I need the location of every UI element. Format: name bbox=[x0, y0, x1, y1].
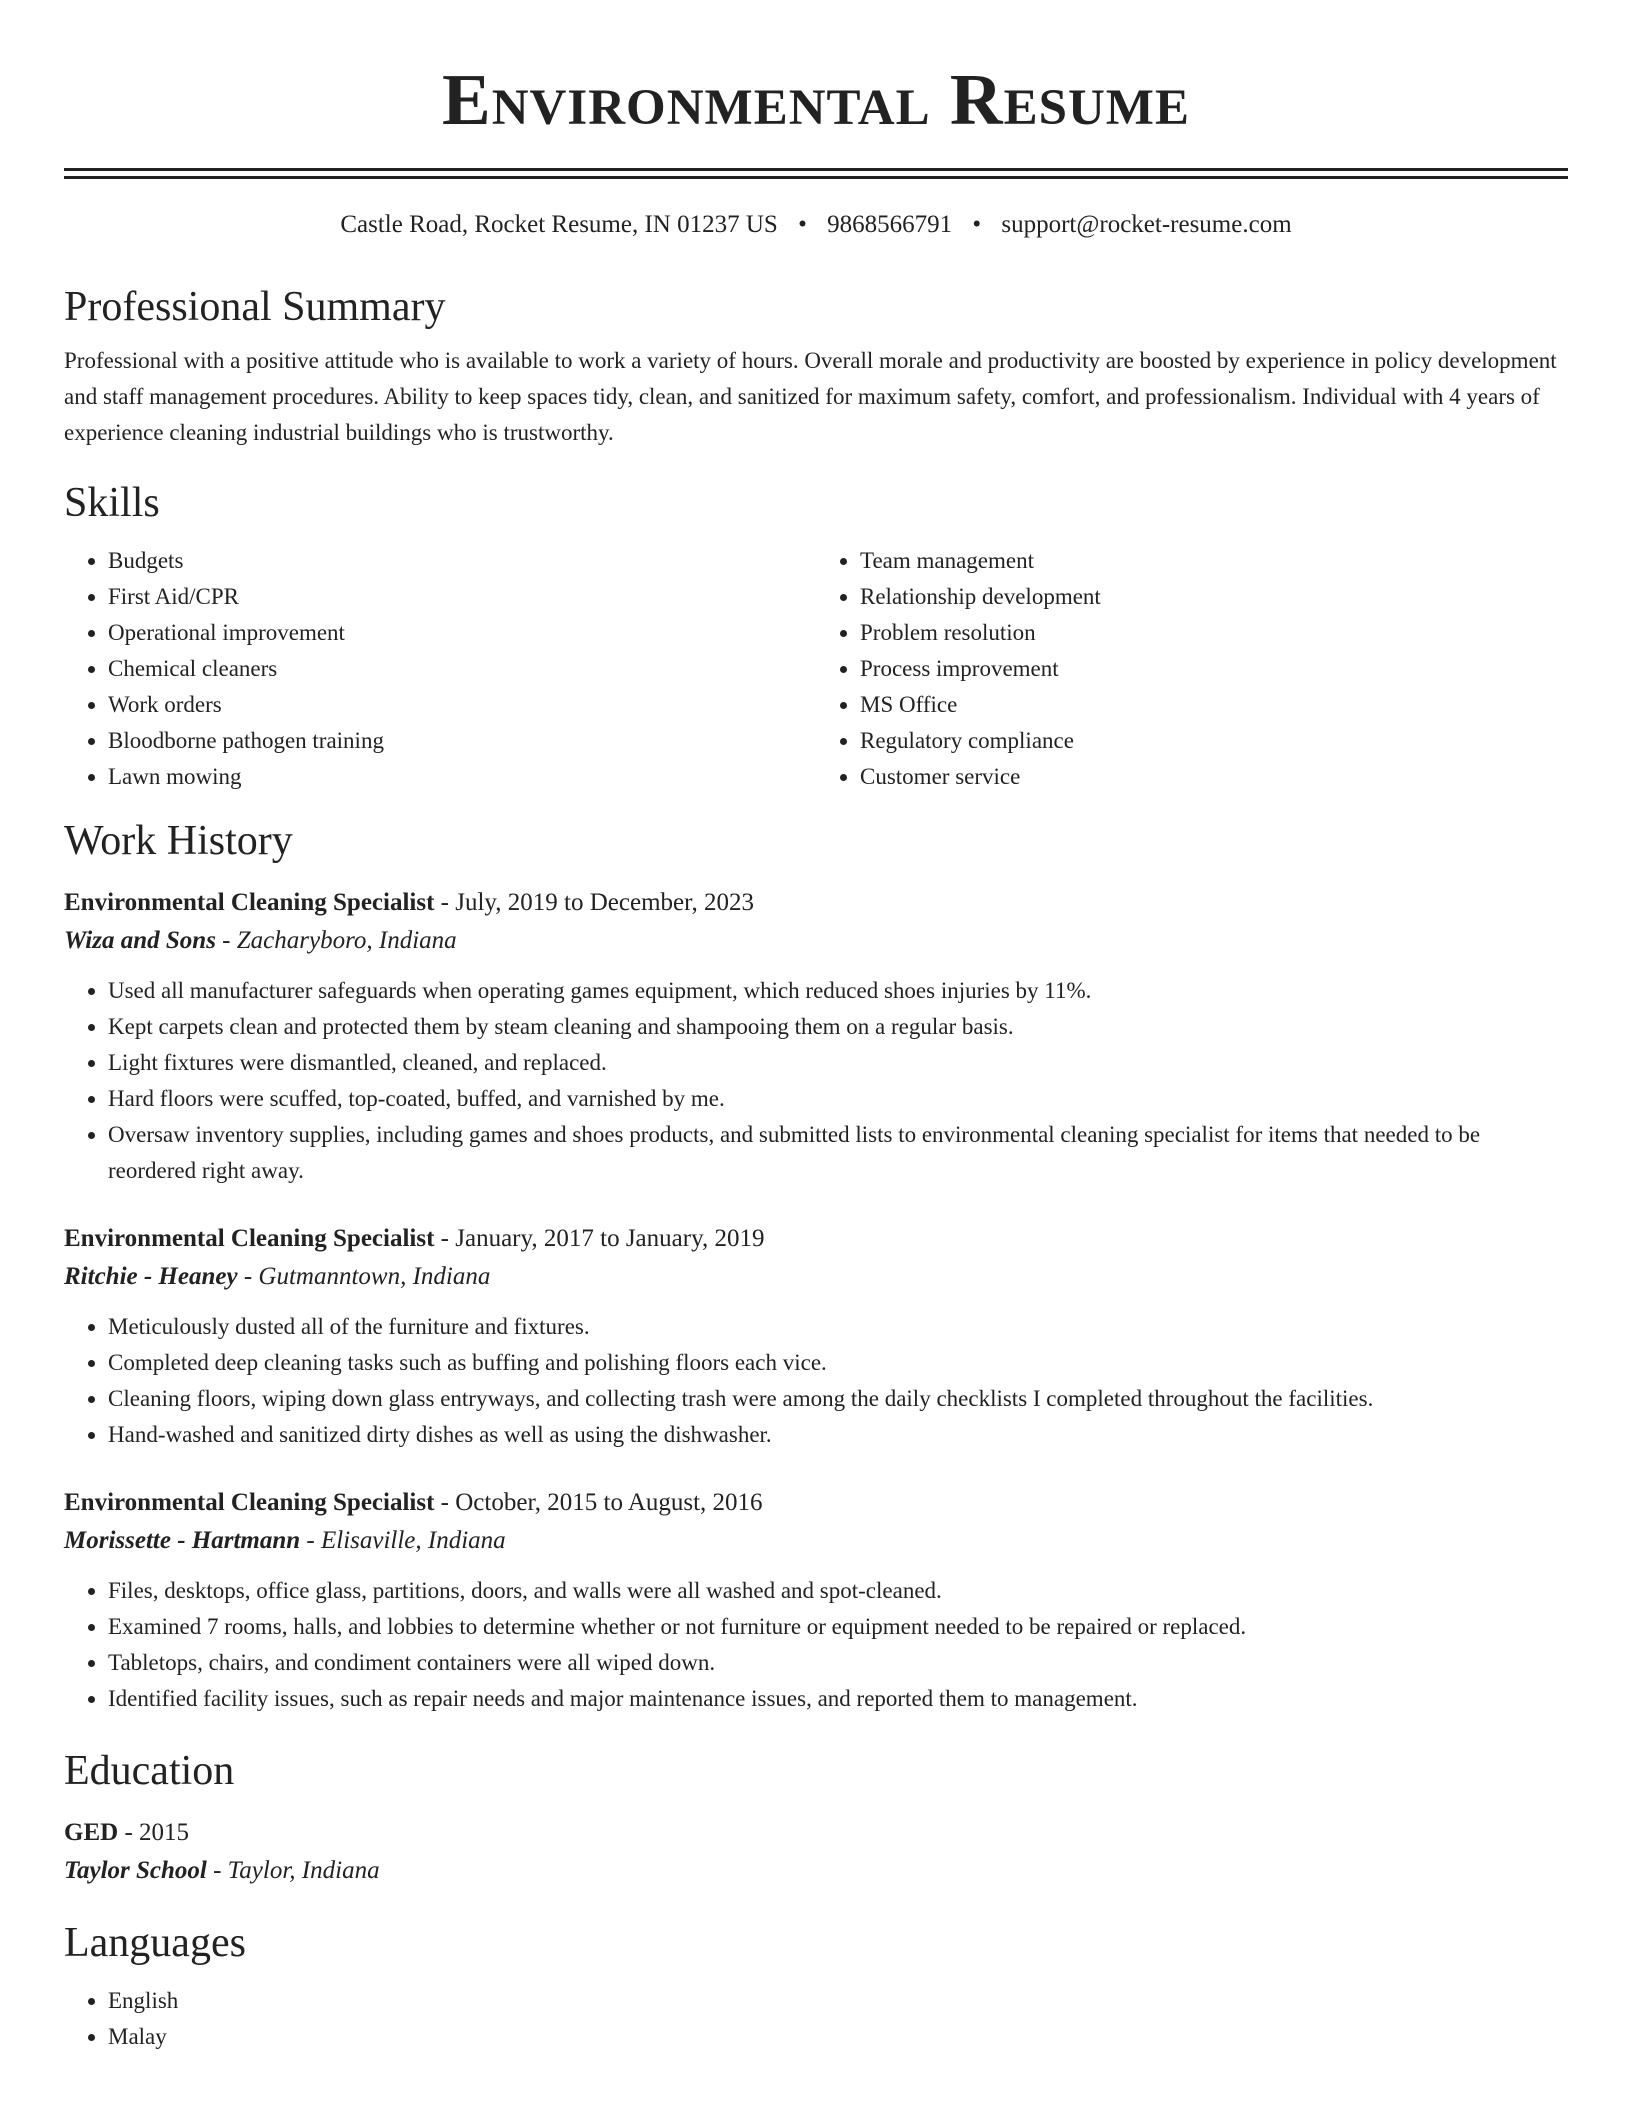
job-duty: • Light fixtures were dismantled, cleaned, and replaced. bbox=[108, 1045, 1568, 1081]
skill-item: • Operational improvement bbox=[108, 615, 816, 651]
job-duty: • Meticulously dusted all of the furniture and fixtures. bbox=[108, 1309, 1568, 1345]
skill-item: • Chemical cleaners bbox=[108, 651, 816, 687]
job-duty: • Used all manufacturer safeguards when operating games equipment, which reduced shoes injuries by 11%. bbox=[108, 973, 1568, 1009]
languages-list bbox=[64, 1983, 1568, 2055]
languages-heading: Languages bbox=[64, 1920, 246, 1966]
skill-item: • Bloodborne pathogen training bbox=[108, 723, 816, 759]
skill-item: • Customer service bbox=[860, 759, 1568, 795]
education-heading: Education bbox=[64, 1748, 235, 1794]
job-employer bbox=[64, 921, 1568, 961]
job-duty: • Files, desktops, office glass, partitions, doors, and walls were all washed and spot-cleaned. bbox=[108, 1573, 1568, 1609]
job-duty: • Hand-washed and sanitized dirty dishes as well as using the dishwasher. bbox=[108, 1417, 1568, 1453]
job-title: Environmental Cleaning Specialist bbox=[64, 1489, 435, 1516]
contact-separator: • bbox=[798, 211, 807, 238]
job-duty: • Cleaning floors, wiping down glass entryways, and collecting trash were among the daily checklists I completed throughout the facilities. bbox=[108, 1381, 1568, 1417]
skills-columns bbox=[64, 543, 1568, 795]
education-location: - Taylor, Indiana bbox=[206, 1857, 380, 1884]
job-duties bbox=[64, 973, 1568, 1189]
contact-address: Castle Road, Rocket Resume, IN 01237 US bbox=[340, 211, 778, 238]
skill-item: • MS Office bbox=[860, 687, 1568, 723]
job-duty: • Examined 7 rooms, halls, and lobbies to determine whether or not furniture or equipment needed to be repaired or replaced. bbox=[108, 1609, 1568, 1645]
job-employer bbox=[64, 1257, 1568, 1297]
contact-email: support@rocket-resume.com bbox=[1001, 211, 1292, 238]
job-location: - Elisaville, Indiana bbox=[300, 1527, 506, 1554]
job-company: Ritchie - Heaney bbox=[64, 1263, 238, 1290]
job-location: - Gutmanntown, Indiana bbox=[237, 1263, 491, 1290]
job-employer bbox=[64, 1521, 1568, 1561]
job-header bbox=[64, 1221, 1568, 1257]
job-duty: • Hard floors were scuffed, top-coated, buffed, and varnished by me. bbox=[108, 1081, 1568, 1117]
job-title: Environmental Cleaning Specialist bbox=[64, 889, 435, 916]
job-company: Morissette - Hartmann bbox=[64, 1527, 301, 1554]
skill-item: • Work orders bbox=[108, 687, 816, 723]
skills-heading: Skills bbox=[64, 480, 160, 526]
resume-title: Environmental Resume bbox=[442, 59, 1190, 140]
contact-phone: 9868566791 bbox=[827, 211, 953, 238]
job-duty: • Completed deep cleaning tasks such as buffing and polishing floors each vice. bbox=[108, 1345, 1568, 1381]
job-dates: - January, 2017 to January, 2019 bbox=[434, 1225, 765, 1252]
job-dates: - October, 2015 to August, 2016 bbox=[434, 1489, 763, 1516]
job-duties bbox=[64, 1573, 1568, 1717]
education-degree: GED bbox=[64, 1819, 119, 1846]
language-item: • English bbox=[108, 1983, 1568, 2019]
job-entry bbox=[64, 1221, 1568, 1453]
job-dates: - July, 2019 to December, 2023 bbox=[434, 889, 754, 916]
skill-item: • Relationship development bbox=[860, 579, 1568, 615]
skill-item: • Problem resolution bbox=[860, 615, 1568, 651]
job-entry bbox=[64, 885, 1568, 1189]
job-header bbox=[64, 885, 1568, 921]
skill-item: • Regulatory compliance bbox=[860, 723, 1568, 759]
skills-list-left bbox=[64, 543, 816, 795]
education-degree-line bbox=[64, 1815, 1568, 1851]
work-history-heading: Work History bbox=[64, 818, 293, 864]
job-duty: • Oversaw inventory supplies, including games and shoes products, and submitted lists to environmental cleaning specialist for items that needed to be reordered right away. bbox=[108, 1117, 1568, 1189]
job-company: Wiza and Sons bbox=[64, 927, 216, 954]
skill-item: • First Aid/CPR bbox=[108, 579, 816, 615]
title-double-rule bbox=[64, 168, 1568, 179]
job-duty: • Tabletops, chairs, and condiment containers were all wiped down. bbox=[108, 1645, 1568, 1681]
contact-separator: • bbox=[972, 211, 982, 238]
language-item: • Malay bbox=[108, 2019, 1568, 2055]
skills-list-right bbox=[816, 543, 1568, 795]
education-entry bbox=[64, 1815, 1568, 1891]
job-entry bbox=[64, 1485, 1568, 1717]
job-location: - Zacharyboro, Indiana bbox=[215, 927, 457, 954]
skill-item: • Process improvement bbox=[860, 651, 1568, 687]
job-duties bbox=[64, 1309, 1568, 1453]
job-header bbox=[64, 1485, 1568, 1521]
job-duty: • Identified facility issues, such as repair needs and major maintenance issues, and reported them to management. bbox=[108, 1681, 1568, 1717]
skill-item: • Team management bbox=[860, 543, 1568, 579]
summary-heading: Professional Summary bbox=[64, 284, 446, 330]
job-title: Environmental Cleaning Specialist bbox=[64, 1225, 435, 1252]
skill-item: • Budgets bbox=[108, 543, 816, 579]
education-year: - 2015 bbox=[118, 1819, 190, 1846]
job-duty: • Kept carpets clean and protected them by steam cleaning and shampooing them on a regular basis. bbox=[108, 1009, 1568, 1045]
summary-text: Professional with a positive attitude who is available to work a variety of hours. Overall morale and productivity are boosted by experience in policy development and staff management procedures. Ability to keep spaces tidy, clean, and sanitized for maximum safety, comfort, and professionalism. Individual with 4 years of experience cleaning industrial buildings who is trustworthy. bbox=[64, 348, 1557, 445]
education-school-line bbox=[64, 1851, 1568, 1891]
education-school: Taylor School bbox=[64, 1857, 207, 1884]
contact-line bbox=[64, 209, 1568, 241]
skill-item: • Lawn mowing bbox=[108, 759, 816, 795]
